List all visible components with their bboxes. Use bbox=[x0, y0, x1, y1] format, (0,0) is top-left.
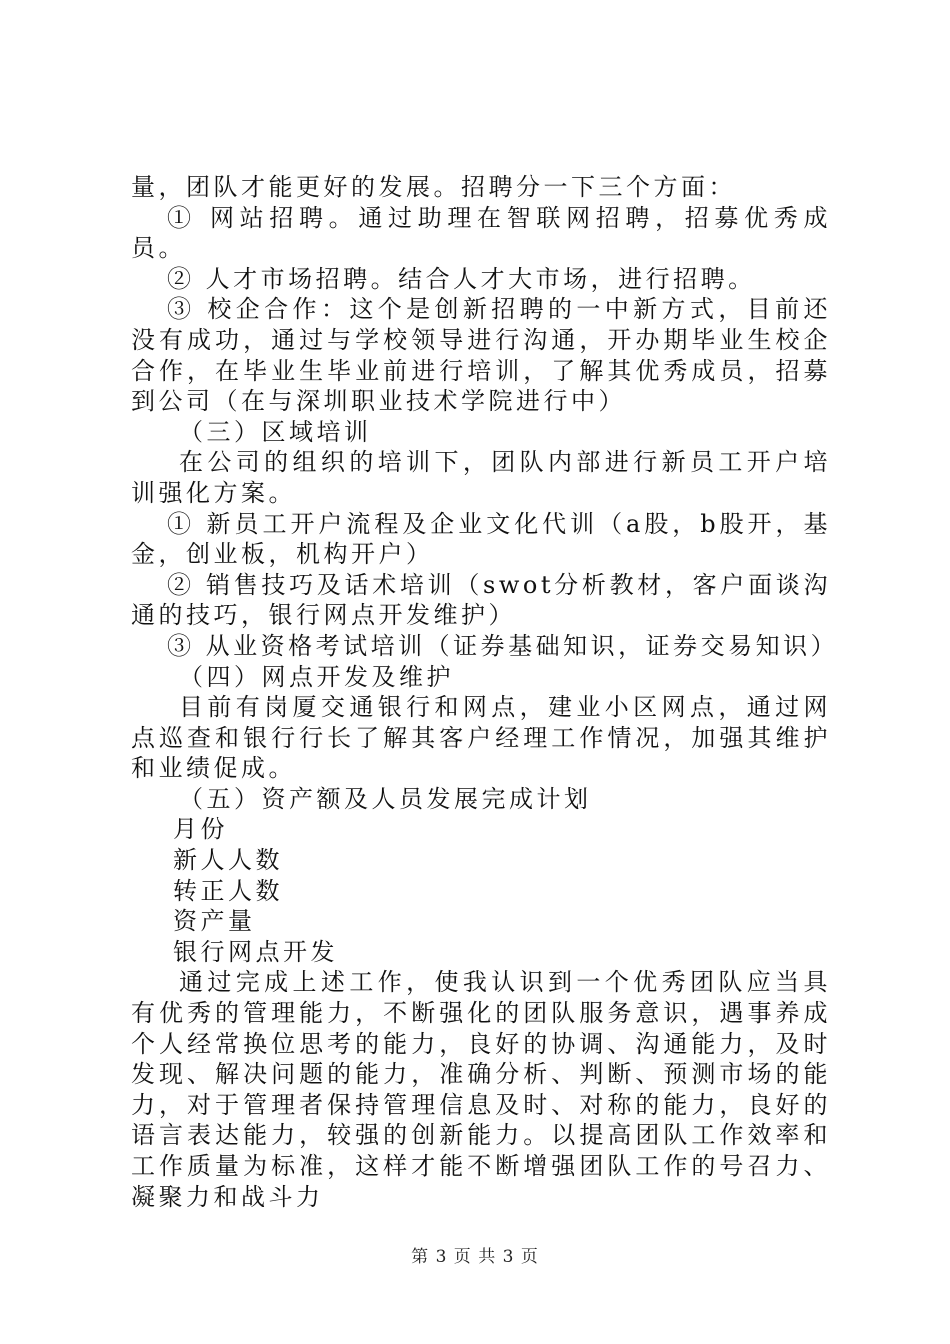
section-heading-outlet-development: （四）网点开发及维护 bbox=[179, 662, 454, 691]
paragraph-conclusion: 通过完成上述工作，使我认识到一个优秀团队应当具有优秀的管理能力，不断强化的团队服务意识，遇事养成个人经常换位思考的能力，良好的协调、沟通能力，及时发现、解决问题的能力，准确分析、判断、预测市场的能力，对于管理者保持管理信息及时、对称的能力，良好的语言表达能力，较强的创新能力。以提高团队工作效率和工作质量为标准，这样才能不断增强团队工作的号召力、凝聚力和战斗力 bbox=[131, 968, 831, 1211]
paragraph-outlet-development: 目前有岗厦交通银行和网点，建业小区网点，通过网点巡查和银行行长了解其客户经理工作情况，加强其维护和业绩促成。 bbox=[131, 693, 831, 783]
plan-item-assets: 资产量 bbox=[173, 907, 256, 936]
paragraph-recruitment-intro: 量，团队才能更好的发展。招聘分一下三个方面： bbox=[131, 173, 736, 201]
plan-item-regularized: 转正人数 bbox=[173, 876, 283, 905]
list-item-sales-skills-training: ② 销售技巧及话术培训（swot分析教材，客户面谈沟通的技巧，银行网点开发维护） bbox=[131, 570, 831, 630]
paragraph-training-plan: 在公司的组织的培训下，团队内部进行新员工开户培训强化方案。 bbox=[131, 448, 831, 507]
list-item-qualification-exam-training: ③ 从业资格考试培训（证券基础知识，证券交易知识） bbox=[167, 631, 839, 660]
list-item-school-enterprise-cooperation: ③ 校企合作：这个是创新招聘的一中新方式，目前还没有成功，通过与学校领导进行沟通，开办期毕业生校企合作，在毕业生毕业前进行培训，了解其优秀成员，招募到公司（在与深圳职业技术学院进行中） bbox=[131, 295, 831, 416]
list-item-talent-market-recruitment: ② 人才市场招聘。结合人才大市场，进行招聘。 bbox=[167, 264, 756, 293]
list-item-website-recruitment: ① 网站招聘。通过助理在智联网招聘，招募优秀成员。 bbox=[131, 203, 831, 263]
list-item-account-opening-training: ① 新员工开户流程及企业文化代训（a股，b股开，基金，创业板，机构开户） bbox=[131, 509, 831, 569]
section-heading-asset-plan: （五）资产额及人员发展完成计划 bbox=[179, 784, 592, 813]
page-footer: 第 3 页 共 3 页 bbox=[411, 1247, 539, 1267]
plan-item-new-hires: 新人人数 bbox=[173, 846, 283, 875]
section-heading-regional-training: （三）区域培训 bbox=[179, 417, 372, 446]
plan-item-month: 月份 bbox=[173, 815, 228, 844]
plan-item-bank-outlets: 银行网点开发 bbox=[173, 937, 338, 966]
document-body bbox=[131, 172, 839, 1212]
